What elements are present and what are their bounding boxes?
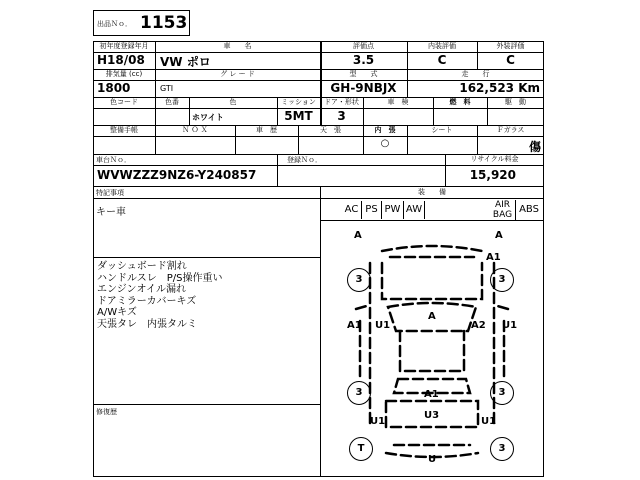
recycle-fee: 15,920 (469, 168, 516, 182)
grade: GTI (160, 84, 174, 93)
doors-value: 3 (337, 109, 346, 123)
tire-rear-right: 3 (490, 381, 514, 405)
doors-label: ドア・形状 (324, 98, 359, 106)
equip-pw: PW (382, 201, 404, 219)
chassis-label: 車台Ｎｏ． (96, 156, 131, 164)
exterior-score-label: 外装評価 (496, 42, 525, 50)
tire-front-right: 3 (490, 268, 514, 292)
mileage: 162,523 Km (459, 81, 540, 95)
note-line: ハンドルスレ P/S操作重い (97, 272, 223, 284)
cc-label: 排気量 (cc) (105, 70, 143, 78)
grade-label: グ レ ー ド (220, 70, 255, 78)
damage-code: U1 (375, 320, 391, 331)
note-line: エンジンオイル漏れ (97, 284, 186, 295)
damage-code: A1 (347, 320, 362, 331)
score-label: 評価点 (353, 42, 374, 50)
damage-code: U1 (481, 416, 497, 427)
damage-code: A1 (486, 252, 501, 263)
repair-label: 修復歴 (96, 408, 117, 416)
car-name: VW ポロ (160, 55, 211, 69)
tire-rear-left: 3 (347, 381, 371, 405)
interior-trim-label: 内 張 (374, 126, 396, 134)
mission-value: 5MT (284, 109, 313, 123)
model-code: GH-9NBJX (330, 81, 397, 95)
equip-ac: AC (342, 201, 362, 219)
history-label: 車 歴 (256, 126, 277, 134)
notes-label: 特記事項 (96, 189, 124, 197)
first-registration: H18/08 (97, 53, 145, 67)
mileage-label: 走 行 (461, 70, 490, 78)
damage-code: U1 (370, 416, 386, 427)
manual-label: 整備手帳 (110, 126, 138, 134)
damage-code: A1 (424, 389, 439, 400)
chassis-number: WVWZZZ9NZ6-Y240857 (97, 168, 257, 182)
name-label: 車 名 (223, 42, 252, 50)
lot-label: 出品Ｎｏ． (97, 20, 132, 28)
year-label: 初年度登録年月 (99, 42, 149, 50)
color-value: ホワイト (192, 113, 224, 122)
colorno-label: 色番 (165, 98, 179, 106)
fglass-label: Ｆガラス (496, 126, 525, 134)
interior-score: C (437, 53, 447, 67)
sunroof-label: 天 張 (320, 126, 341, 134)
lot-number: 1153 (140, 13, 188, 33)
equipment-label: 装 備 (418, 188, 446, 196)
model-label: 型 式 (349, 70, 378, 78)
spare-tire-right: 3 (490, 437, 514, 461)
color-label: 色 (229, 98, 237, 106)
equip-abs: ABS (519, 204, 539, 215)
fglass-value: 傷 (528, 140, 541, 154)
damage-code: A (428, 311, 436, 322)
recycle-label: リサイクル料金 (470, 155, 519, 163)
colorcode-label: 色コード (110, 98, 138, 106)
drive-label: 駆 動 (505, 98, 526, 106)
damage-code: U3 (424, 410, 440, 421)
equip-ps: PS (362, 201, 382, 219)
note-line: ドアミラーカバーキズ (97, 295, 197, 307)
displacement: 1800 (97, 81, 131, 95)
notes-list (97, 261, 222, 330)
interior-score-label: 内装評価 (428, 42, 456, 50)
note-line: 天張タレ 内張タルミ (97, 318, 197, 330)
spare-tire: T (349, 437, 373, 461)
nox-label: Ｎ Ｏ Ｘ (182, 126, 208, 134)
equip-aw: AW (404, 201, 425, 219)
tire-front-left: 3 (347, 268, 371, 292)
damage-code: A2 (471, 320, 486, 331)
fuel-label: 燃 料 (449, 98, 471, 106)
notes-first: キー車 (96, 207, 126, 218)
score-value: 3.5 (352, 53, 375, 67)
damage-code: A (495, 230, 503, 241)
damage-code: A (354, 230, 362, 241)
inspection-label: 車 検 (387, 98, 409, 106)
note-line: A/Wキズ (97, 307, 137, 318)
exterior-score: C (506, 53, 515, 67)
mission-label: ミッション (281, 98, 316, 106)
equip-airbag: AIR BAG (490, 200, 516, 220)
damage-code: U (428, 454, 437, 465)
interior-trim-mark: ○ (380, 138, 390, 149)
seat-label: シート (431, 126, 453, 134)
reg-label: 登録Ｎｏ． (287, 156, 322, 164)
lot-number-box (93, 10, 190, 36)
damage-code: U1 (502, 320, 518, 331)
note-line: ダッシュボード割れ (97, 261, 187, 272)
